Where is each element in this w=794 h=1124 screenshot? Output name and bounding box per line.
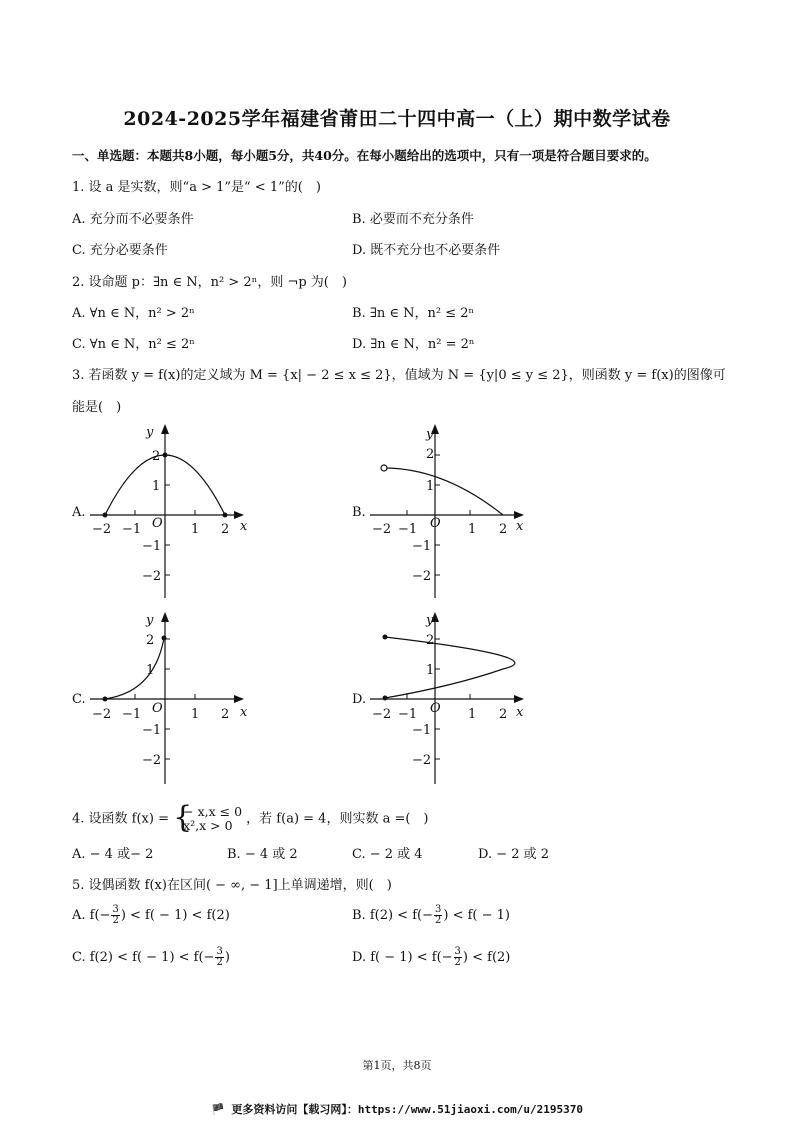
q4-case2: x²,x > 0: [183, 818, 233, 833]
svg-text:2: 2: [146, 633, 155, 648]
q4-piecewise: [173, 800, 243, 835]
svg-text:−2: −2: [142, 569, 162, 584]
q4-case1: − x,x ≤ 0: [183, 804, 243, 819]
q1-stem: 1. 设 a 是实数，则“a > 1”是“ < 1”的( ): [72, 180, 321, 195]
svg-text:−2: −2: [372, 707, 392, 722]
page-title: 2024-2025学年福建省莆田二十四中高一（上）期中数学试卷: [123, 108, 671, 130]
q1-option-a: A. 充分而不必要条件: [72, 212, 194, 227]
curve-b: [384, 468, 503, 515]
section-heading: 一、单选题：本题共8小题，每小题5分，共40分。在每小题给出的选项中，只有一项是符合题目要求的。: [72, 148, 657, 163]
svg-text:−2: −2: [412, 753, 432, 768]
svg-text:1: 1: [468, 522, 477, 537]
svg-text:1: 1: [191, 522, 200, 537]
svg-text:1: 1: [426, 479, 435, 494]
q3-stem-line2: 能是( ): [72, 400, 122, 415]
brace-icon: {: [173, 800, 193, 835]
svg-text:−1: −1: [142, 539, 162, 554]
svg-text:x: x: [240, 519, 248, 534]
svg-text:−1: −1: [398, 707, 418, 722]
svg-text:x: x: [240, 705, 248, 720]
curve-d: [385, 637, 515, 698]
q3-stem-line1: 3. 若函数 y = f(x)的定义域为 M = {x| − 2 ≤ x ≤ 2}，值域为 N = {y|0 ≤ y ≤ 2}，则函数 y = f(x)的图像可: [72, 368, 726, 383]
q5-option-d: D. f( − 1) < f(− $\frac{3}{2}$ ) < f(2): [352, 946, 511, 968]
q5-option-a: A. f(− $\frac{3}{2}$ ) < f( − 1) < f(2): [72, 904, 230, 926]
q5-stem: 5. 设偶函数 f(x)在区间( − ∞, − 1]上单调递增，则( ): [72, 878, 392, 893]
svg-text:1: 1: [191, 707, 200, 722]
svg-text:2: 2: [426, 447, 435, 462]
svg-text:−1: −1: [122, 707, 142, 722]
q2-stem: 2. 设命题 p：∃n ∈ N，n² > 2ⁿ，则 ¬p 为( ): [72, 275, 347, 290]
x-arrow-icon: [514, 511, 524, 519]
q1-option-c: C. 充分必要条件: [72, 243, 168, 258]
promo-link[interactable]: 🏴 更多资料访问【载习网】：https://www.51jiaoxi.com/u/2195370: [211, 1103, 583, 1116]
svg-text:−1: −1: [142, 723, 162, 738]
svg-text:1: 1: [146, 663, 155, 678]
svg-text:−2: −2: [92, 522, 112, 537]
q2-option-b: B. ∃n ∈ N，n² ≤ 2ⁿ: [352, 306, 475, 321]
svg-text:y: y: [426, 613, 434, 628]
svg-text:−1: −1: [412, 539, 432, 554]
graph-b: [364, 424, 534, 600]
svg-text:−2: −2: [372, 522, 392, 537]
fraction: $\frac{3}{2}$: [434, 904, 442, 926]
graph-b-label: B.: [352, 505, 366, 520]
graph-c-label: C.: [72, 692, 86, 707]
curve-c: [105, 638, 164, 699]
graph-d-label: D.: [352, 692, 367, 707]
svg-text:2: 2: [152, 449, 161, 464]
x-arrow-icon: [234, 695, 244, 703]
svg-text:O: O: [430, 516, 441, 531]
svg-text:O: O: [152, 516, 163, 531]
svg-text:x: x: [516, 705, 524, 720]
svg-text:O: O: [430, 701, 441, 716]
graph-d: [364, 612, 534, 788]
q5-option-c: C. f(2) < f( − 1) < f(− $\frac{3}{2}$ ): [72, 946, 230, 968]
svg-text:2: 2: [221, 522, 230, 537]
svg-text:−2: −2: [412, 569, 432, 584]
q1-option-b: B. 必要而不充分条件: [352, 212, 474, 227]
q4-option-b: B. − 4 或 2: [227, 847, 298, 862]
x-arrow-icon: [514, 695, 524, 703]
svg-text:−2: −2: [142, 753, 162, 768]
svg-text:O: O: [152, 701, 163, 716]
svg-text:2: 2: [426, 633, 435, 648]
q5-option-b: B. f(2) < f(− $\frac{3}{2}$ ) < f( − 1): [352, 904, 510, 926]
fraction: $\frac{3}{2}$: [112, 904, 119, 926]
svg-text:1: 1: [468, 707, 477, 722]
q2-option-a: A. ∀n ∈ N，n² > 2ⁿ: [72, 306, 195, 321]
y-arrow-icon: [161, 424, 169, 434]
q4-option-d: D. − 2 或 2: [478, 847, 550, 862]
fraction: $\frac{3}{2}$: [216, 946, 223, 968]
x-arrow-icon: [234, 511, 244, 519]
svg-text:−1: −1: [398, 522, 418, 537]
svg-text:y: y: [146, 613, 154, 628]
q4-option-a: A. − 4 或− 2: [72, 847, 154, 862]
q4-prefix: 4. 设函数 f(x) =: [72, 811, 169, 827]
graph-a: [84, 424, 254, 600]
q4-suffix: ，若 f(a) = 4，则实数 a =( ): [246, 811, 429, 827]
y-arrow-icon: [161, 612, 169, 622]
q4-stem: [72, 800, 429, 835]
svg-text:x: x: [516, 519, 524, 534]
svg-text:−2: −2: [92, 707, 112, 722]
svg-text:−1: −1: [412, 723, 432, 738]
graph-c: [84, 612, 254, 788]
q2-option-d: D. ∃n ∈ N，n² = 2ⁿ: [352, 337, 475, 352]
svg-text:−1: −1: [122, 522, 142, 537]
q4-option-c: C. − 2 或 4: [352, 847, 423, 862]
svg-text:2: 2: [499, 707, 508, 722]
svg-text:2: 2: [499, 522, 508, 537]
svg-text:1: 1: [152, 479, 161, 494]
q1-option-d: D. 既不充分也不必要条件: [352, 243, 501, 258]
svg-text:1: 1: [426, 663, 435, 678]
svg-text:y: y: [426, 427, 434, 442]
fraction: $\frac{3}{2}$: [454, 946, 461, 968]
svg-text:2: 2: [221, 707, 230, 722]
graph-a-label: A.: [72, 505, 86, 520]
graph-a-axes: [90, 432, 234, 598]
q2-option-c: C. ∀n ∈ N，n² ≤ 2ⁿ: [72, 337, 195, 352]
svg-text:y: y: [146, 425, 154, 440]
page-footer: 第1页，共8页: [362, 1059, 432, 1072]
